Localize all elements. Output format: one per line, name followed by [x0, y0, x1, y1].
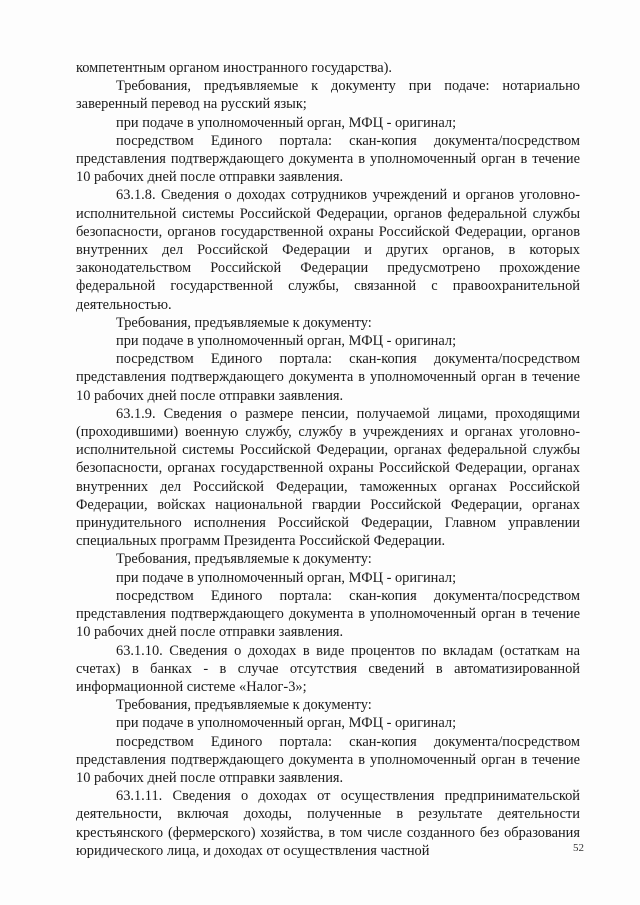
paragraph: 63.1.11. Сведения о доходах от осуществления предпринимательской деятельности, включая доходы, полученные в результате деятельности крестьянского (фермерского) хозяйства, в том числе созданного без образования юридического лица, и доходах от осуществления частной	[76, 788, 580, 859]
paragraph: при подаче в уполномоченный орган, МФЦ - оригинал;	[116, 114, 457, 131]
paragraph: при подаче в уполномоченный орган, МФЦ - оригинал;	[116, 715, 457, 732]
paragraph: посредством Единого портала: скан-копия документа/посредством представления подтверждающего документа в уполномоченный орган в течение 10 рабочих дней после отправки заявления.	[76, 733, 580, 786]
paragraph: Требования, предъявляемые к документу:	[116, 551, 372, 568]
paragraph: компетентным органом иностранного государства).	[76, 60, 392, 76]
paragraph: 63.1.9. Сведения о размере пенсии, получаемой лицами, проходящими (проходившими) военную службу, службу в учреждениях и органах уголовно-исполнительной системы Российской Федерации, органах федеральной службы безопасности, органах государственной охраны Российской Федерации, органах внутренних дел Российской Федерации, таможенных органах Российской Федерации, войсках национальной гвардии Российской Федерации, органах принудительного исполнения Российской Федерации, Главном управлении специальных программ Президента Российской Федерации.	[76, 405, 580, 550]
paragraph: посредством Единого портала: скан-копия документа/посредством представления подтверждающего документа в уполномоченный орган в течение 10 рабочих дней после отправки заявления.	[76, 587, 580, 641]
paragraph: 63.1.8. Сведения о доходах сотрудников учреждений и органов уголовно-исполнительной системы Российской Федерации, органов федеральной службы безопасности, органов государственной охраны Российской Федерации, органов внутренних дел Российской Федерации и других органов, в которых законодательством Российской Федерации предусмотрено прохождение федеральной государственной службы, связанной с правоохранительной деятельностью.	[76, 187, 580, 313]
page-number: 52	[573, 842, 584, 854]
paragraph: 63.1.10. Сведения о доходах в виде процентов по вкладам (остаткам на счетах) в банках - в случае отсутствия сведений в автоматизированной информационной системе «Налог-3»;	[76, 642, 580, 695]
paragraph: Требования, предъявляемые к документу при подаче: нотариально заверенный перевод на русский язык;	[76, 78, 580, 113]
paragraph: посредством Единого портала: скан-копия документа/посредством представления подтверждающего документа в уполномоченный орган в течение 10 рабочих дней после отправки заявления.	[76, 351, 580, 404]
paragraph: при подаче в уполномоченный орган, МФЦ - оригинал;	[116, 569, 457, 586]
paragraph: Требования, предъявляемые к документу:	[116, 697, 372, 714]
document-body	[76, 59, 580, 860]
paragraph: посредством Единого портала: скан-копия документа/посредством представления подтверждающего документа в уполномоченный орган в течение 10 рабочих дней после отправки заявления.	[76, 132, 580, 186]
paragraph: при подаче в уполномоченный орган, МФЦ - оригинал;	[116, 333, 457, 350]
paragraph: Требования, предъявляемые к документу:	[116, 314, 372, 331]
